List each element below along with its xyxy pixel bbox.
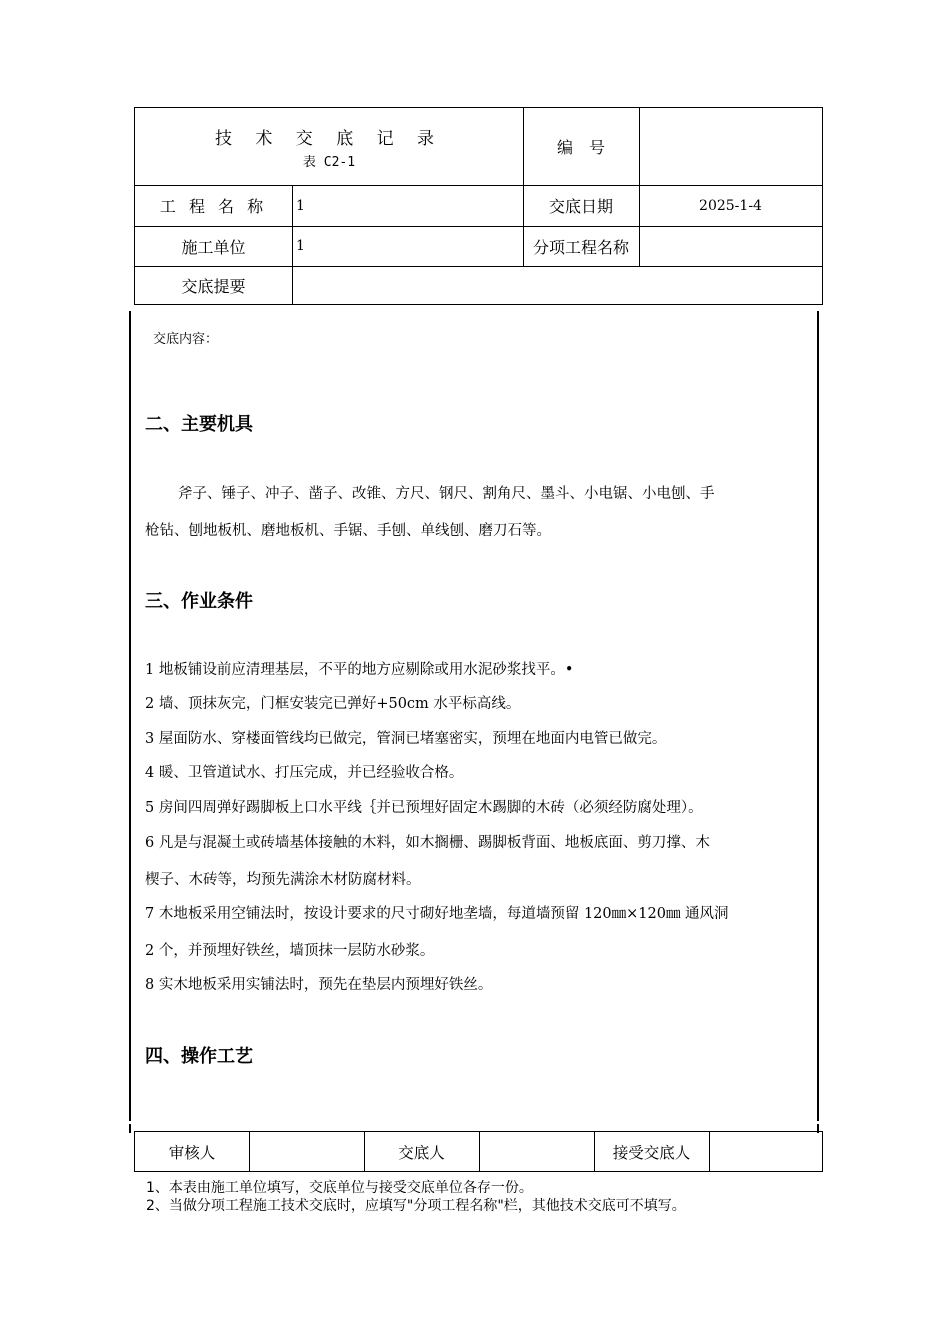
project-name-field[interactable]: 1 bbox=[296, 197, 305, 214]
section-3-line: 6 凡是与混凝土或砖墙基体接触的木料，如木搁栅、踢脚板背面、地板底面、剪刀撑、木 bbox=[145, 835, 710, 851]
summary-label: 交底提要 bbox=[181, 276, 246, 296]
section-3-title: 三、作业条件 bbox=[145, 591, 253, 612]
date-label: 交底日期 bbox=[548, 197, 613, 216]
section-3-line: 楔子、木砖等，均预先满涂木材防腐材料。 bbox=[145, 872, 421, 888]
section-2-line: 枪钻、刨地板机、磨地板机、手锯、手刨、单线刨、磨刀石等。 bbox=[145, 523, 551, 539]
number-label: 编 号 bbox=[556, 138, 605, 157]
footnote: 1、本表由施工单位填写，交底单位与接受交底单位各存一份。 bbox=[146, 1180, 533, 1196]
header-table bbox=[134, 107, 823, 305]
section-3-line: 2 墙、顶抹灰完，门框安装完已弹好+50cm 水平标高线。 bbox=[145, 696, 521, 712]
subproject-field[interactable] bbox=[639, 226, 822, 266]
form-title: 技 术 交 底 记 录 bbox=[214, 128, 444, 149]
number-field[interactable] bbox=[639, 108, 822, 185]
disclosure-content bbox=[129, 311, 819, 1121]
date-field[interactable]: 2025-1-4 bbox=[699, 197, 762, 214]
section-3-line: 8 实木地板采用实铺法时，预先在垫层内预埋好铁丝。 bbox=[145, 977, 493, 993]
section-3-line: 4 暖、卫管道试水、打压完成，并已经验收合格。 bbox=[145, 765, 464, 781]
form-title-cell bbox=[135, 108, 523, 185]
section-3-line: 2 个，并预埋好铁丝，墙顶抹一层防水砂浆。 bbox=[145, 943, 435, 959]
unit-label: 施工单位 bbox=[181, 237, 246, 257]
section-4-title: 四、操作工艺 bbox=[145, 1046, 253, 1067]
section-3-line: 7 木地板采用空铺法时，按设计要求的尺寸砌好地垄墙，每道墙预留 120㎜×120㎜ 通风洞 bbox=[145, 906, 729, 922]
border-tick bbox=[129, 1124, 131, 1133]
footnote: 2、当做分项工程施工技术交底时，应填写"分项工程名称"栏，其他技术交底可不填写。 bbox=[146, 1198, 686, 1214]
project-name-label: 工 程 名 称 bbox=[159, 197, 268, 216]
reviewer-label: 审核人 bbox=[168, 1143, 216, 1162]
section-2-title: 二、主要机具 bbox=[145, 414, 253, 435]
signature-table bbox=[134, 1131, 823, 1172]
unit-field[interactable]: 1 bbox=[296, 238, 305, 254]
discloser-field[interactable] bbox=[479, 1132, 594, 1171]
subproject-label: 分项工程名称 bbox=[532, 237, 629, 257]
reviewer-field[interactable] bbox=[249, 1132, 364, 1171]
discloser-label: 交底人 bbox=[398, 1143, 445, 1162]
section-2-line: 斧子、锤子、冲子、凿子、改锥、方尺、钢尺、割角尺、墨斗、小电锯、小电刨、手 bbox=[178, 486, 715, 502]
summary-field[interactable] bbox=[292, 266, 822, 304]
section-3-line: 1 地板铺设前应清理基层，不平的地方应剔除或用水泥砂浆找平。• bbox=[145, 662, 574, 678]
form-code: 表 C2-1 bbox=[302, 154, 356, 170]
section-3-line: 3 屋面防水、穿楼面管线均已做完，管洞已堵塞密实，预埋在地面内电管已做完。 bbox=[145, 731, 667, 747]
receiver-field[interactable] bbox=[709, 1132, 821, 1171]
section-3-line: 5 房间四周弹好踢脚板上口水平线｛并已预埋好固定木踢脚的木砖（必须经防腐处理）。 bbox=[145, 800, 703, 816]
content-label: 交底内容： bbox=[153, 332, 219, 347]
receiver-label: 接受交底人 bbox=[612, 1143, 691, 1162]
